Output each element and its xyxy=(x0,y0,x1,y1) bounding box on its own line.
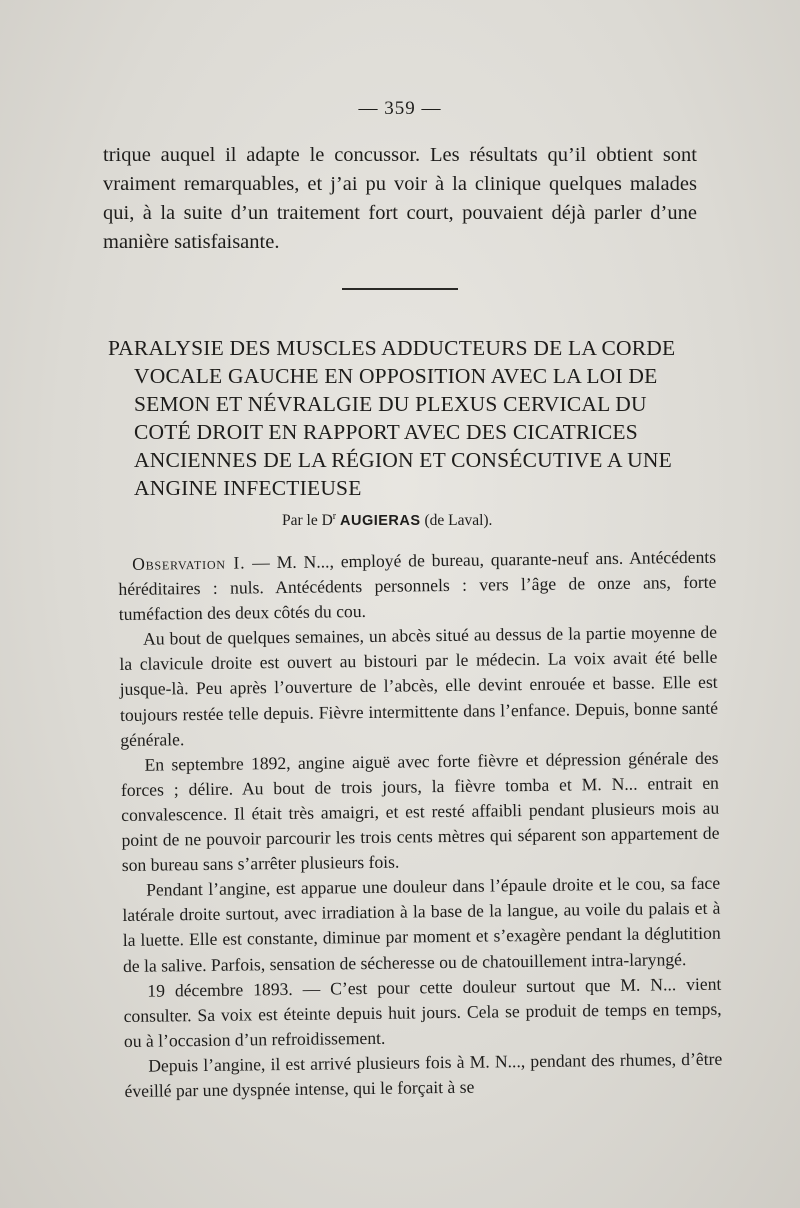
article-title xyxy=(108,334,708,502)
title-line: SEMON ET NÉVRALGIE DU PLEXUS CERVICAL DU xyxy=(134,392,647,416)
intro-paragraph: trique auquel il adapte le concussor. Les résultats qu’il obtient sont vraiment remarquables, et j’ai pu voir à la clinique quelques malades qui, à la suite d’un traitement fort court, pouvaient déjà parler d’une manière satisfaisante. xyxy=(103,144,697,253)
body-paragraph: En septembre 1892, angine aiguë avec forte fièvre et dépression générale des forces ; délire. Au bout de trois jours, la fièvre tomba et M. N... entrait en convalescence. Il était très amaigri, et est resté affaibli pendant plusieurs mois au point de ne pouvoir parcourir les trois cents mètres qui séparent son appartement de son bureau sans s’arrêter plusieurs fois. xyxy=(120,747,720,876)
byline-prefix-sup: r xyxy=(332,511,337,522)
body-paragraph xyxy=(118,545,717,628)
author-name: AUGIERAS xyxy=(340,513,421,530)
section-divider xyxy=(342,288,458,290)
title-line: PARALYSIE DES MUSCLES ADDUCTEURS DE LA CORDE xyxy=(108,336,676,360)
title-line: ANGINE INFECTIEUSE xyxy=(134,476,362,500)
title-line: ANCIENNES DE LA RÉGION ET CONSÉCUTIVE A UNE xyxy=(134,448,672,472)
body-paragraph: Pendant l’angine, est apparue une douleur dans l’épaule droite et le cou, sa face latérale droite surtout, avec irradiation à la base de la langue, au voile du palais et à la luette. Elle est constante, diminue par moment et s’exagère pendant la déglutition de la salive. Parfois, sensation de sécheresse ou de chatouillement intra-laryngé. xyxy=(122,872,721,976)
byline xyxy=(282,511,492,530)
title-line: COTÉ DROIT EN RAPPORT AVEC DES CICATRICES xyxy=(134,420,638,444)
author-affiliation: (de Laval). xyxy=(424,512,493,530)
page-number: — 359 — xyxy=(358,98,442,119)
body-paragraph: Depuis l’angine, il est arrivé plusieurs fois à M. N..., pendant des rhumes, d’être éveillé par une dyspnée intense, qui le forçait à se xyxy=(124,1048,723,1101)
article-body xyxy=(118,545,723,1104)
body-paragraph: Au bout de quelques semaines, un abcès situé au dessus de la partie moyenne de la clavicule droite est ouvert au bistouri par le médecin. La voix avait été belle jusque-là. Peu après l’ouverture de l’abcès, elle devint enrouée et basse. Elle est toujours restée telle depuis. Fièvre intermittente dans l’enfance. Depuis, bonne santé générale. xyxy=(119,621,719,750)
title-line: VOCALE GAUCHE EN OPPOSITION AVEC LA LOI DE xyxy=(134,364,658,388)
body-paragraph-text: — M. N..., employé de bureau, quarante-neuf ans. Antécédents héréditaires : nuls. Antécédents personnels : vers l’âge de onze ans, forte tuméfaction des deux côtés du cou. xyxy=(118,546,717,625)
byline-prefix: Par le D xyxy=(282,512,333,530)
intro-paragraph-block xyxy=(103,141,697,257)
observation-label: Observation I. xyxy=(132,552,246,574)
body-paragraph: 19 décembre 1893. — C’est pour cette douleur surtout que M. N... vient consulter. Sa voix est éteinte depuis huit jours. Cela se produit de temps en temps, ou à l’occasion d’un refroidissement. xyxy=(123,973,722,1051)
